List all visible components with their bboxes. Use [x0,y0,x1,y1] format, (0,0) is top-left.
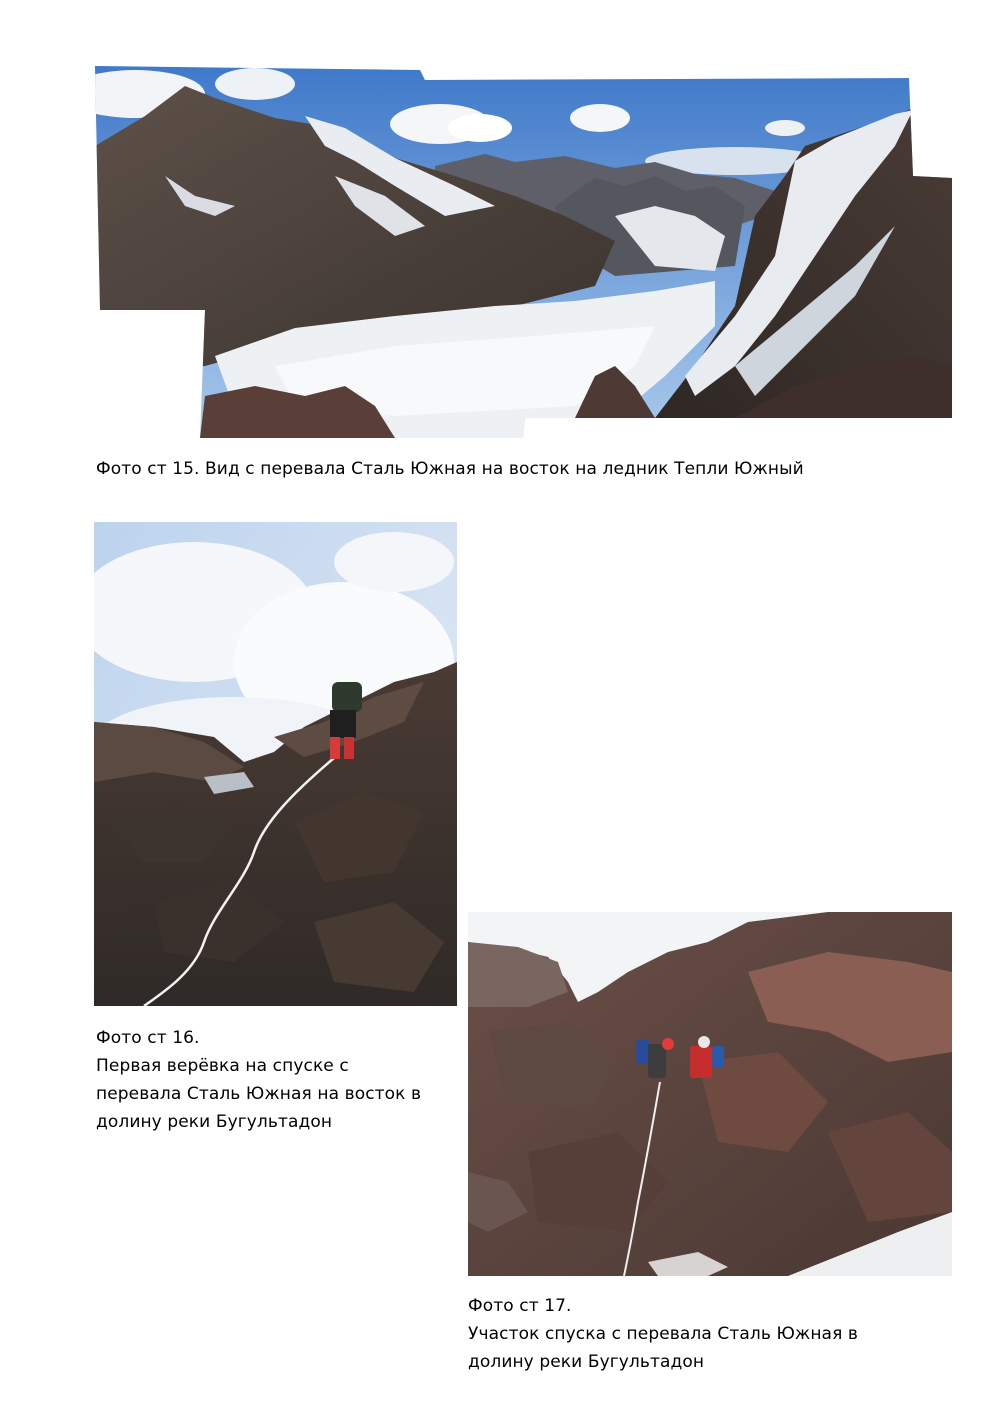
caption-line: Фото ст 15. Вид с перевала Сталь Южная на восток на ледник Тепли Южный [96,459,804,479]
caption-line: Фото ст 16. [96,1028,200,1048]
caption-line: долину реки Бугультадон [468,1352,705,1372]
caption-line: перевала Сталь Южная на восток в [96,1084,422,1104]
caption-line: Фото ст 17. [468,1296,572,1316]
photo-16-caption [96,1024,421,1136]
caption-line: Первая верёвка на спуске с [96,1056,349,1076]
photo-16-image [94,522,457,1006]
caption-line: долину реки Бугультадон [96,1112,333,1132]
photo-17-image [468,912,952,1276]
photo-17-caption [468,1292,858,1376]
photo-15-caption [96,455,804,483]
photo-15-image [95,66,952,438]
caption-line: Участок спуска с перевала Сталь Южная в [468,1324,859,1344]
